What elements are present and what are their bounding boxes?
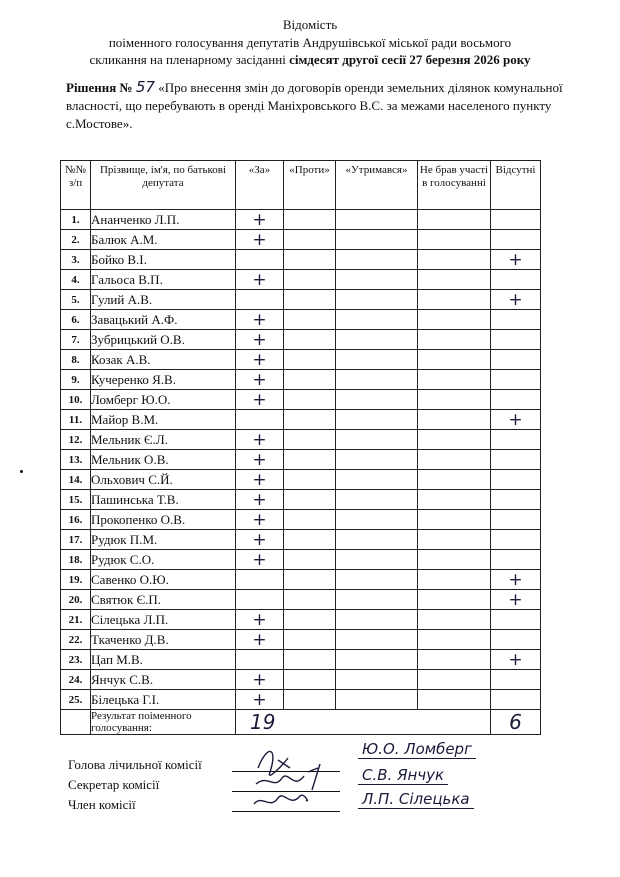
- vote-cell-not-voted: [418, 330, 491, 350]
- vote-mark: +: [252, 529, 267, 550]
- row-number: 5.: [61, 290, 91, 310]
- vote-cell-abstained: [336, 250, 418, 270]
- vote-cell-abstained: [336, 310, 418, 330]
- vote-cell-absent: [491, 250, 541, 270]
- row-number: 23.: [61, 650, 91, 670]
- deputy-name: Зубрицький О.В.: [91, 330, 236, 350]
- vote-mark: +: [252, 429, 267, 450]
- vote-cell-for: [236, 350, 284, 370]
- vote-cell-absent: [491, 410, 541, 430]
- member-name: Л.П. Сілецька: [358, 790, 474, 809]
- margin-dot: [20, 470, 23, 473]
- table-row: [61, 450, 541, 470]
- vote-mark: +: [508, 589, 523, 610]
- table-row: [61, 470, 541, 490]
- vote-cell-absent: [491, 530, 541, 550]
- vote-mark: +: [508, 249, 523, 270]
- vote-cell-absent: [491, 650, 541, 670]
- col-against: «Проти»: [284, 161, 336, 210]
- vote-cell-against: [284, 250, 336, 270]
- vote-mark: +: [252, 349, 267, 370]
- vote-mark: +: [252, 269, 267, 290]
- vote-cell-absent: [491, 290, 541, 310]
- vote-cell-absent: [491, 550, 541, 570]
- table-row: [61, 610, 541, 630]
- vote-cell-not-voted: [418, 610, 491, 630]
- table-row: [61, 430, 541, 450]
- vote-cell-for: [236, 310, 284, 330]
- vote-cell-abstained: [336, 430, 418, 450]
- table-row: [61, 630, 541, 650]
- vote-cell-abstained: [336, 510, 418, 530]
- result-absent-cell: [491, 710, 541, 735]
- table-row: [61, 670, 541, 690]
- vote-cell-abstained: [336, 350, 418, 370]
- vote-cell-not-voted: [418, 650, 491, 670]
- table-row: [61, 210, 541, 230]
- vote-cell-abstained: [336, 230, 418, 250]
- vote-cell-against: [284, 390, 336, 410]
- deputy-name: Рудюк П.М.: [91, 530, 236, 550]
- deputy-name: Завацький А.Ф.: [91, 310, 236, 330]
- vote-cell-against: [284, 670, 336, 690]
- table-row: [61, 230, 541, 250]
- vote-cell-for: [236, 650, 284, 670]
- vote-cell-absent: [491, 610, 541, 630]
- vote-cell-not-voted: [418, 690, 491, 710]
- row-number: 11.: [61, 410, 91, 430]
- row-number: 10.: [61, 390, 91, 410]
- row-number: 17.: [61, 530, 91, 550]
- vote-cell-absent: [491, 470, 541, 490]
- vote-mark: +: [252, 389, 267, 410]
- vote-cell-absent: [491, 630, 541, 650]
- vote-cell-against: [284, 330, 336, 350]
- vote-cell-against: [284, 630, 336, 650]
- vote-cell-abstained: [336, 290, 418, 310]
- vote-cell-abstained: [336, 590, 418, 610]
- table-row: [61, 690, 541, 710]
- vote-cell-for: [236, 490, 284, 510]
- deputy-name: Ломберг Ю.О.: [91, 390, 236, 410]
- table-row: [61, 370, 541, 390]
- vote-cell-against: [284, 530, 336, 550]
- vote-cell-not-voted: [418, 310, 491, 330]
- vote-cell-not-voted: [418, 290, 491, 310]
- vote-cell-abstained: [336, 530, 418, 550]
- table-row: [61, 410, 541, 430]
- row-number: 24.: [61, 670, 91, 690]
- col-abstained: «Утримався»: [336, 161, 418, 210]
- vote-cell-absent: [491, 590, 541, 610]
- vote-cell-against: [284, 230, 336, 250]
- vote-cell-against: [284, 430, 336, 450]
- vote-cell-absent: [491, 690, 541, 710]
- deputy-name: Сілецька Л.П.: [91, 610, 236, 630]
- vote-cell-for: [236, 610, 284, 630]
- result-row: [61, 710, 541, 735]
- deputy-name: Янчук С.В.: [91, 670, 236, 690]
- vote-cell-not-voted: [418, 230, 491, 250]
- vote-cell-absent: [491, 230, 541, 250]
- table-row: [61, 270, 541, 290]
- table-row: [61, 550, 541, 570]
- vote-cell-not-voted: [418, 270, 491, 290]
- row-number: 18.: [61, 550, 91, 570]
- deputy-name: Пашинська Т.В.: [91, 490, 236, 510]
- vote-cell-against: [284, 490, 336, 510]
- vote-cell-abstained: [336, 610, 418, 630]
- vote-cell-not-voted: [418, 210, 491, 230]
- vote-cell-absent: [491, 390, 541, 410]
- row-number: 9.: [61, 370, 91, 390]
- table-row: [61, 310, 541, 330]
- vote-mark: +: [252, 369, 267, 390]
- deputy-name: Гулий А.В.: [91, 290, 236, 310]
- vote-cell-against: [284, 610, 336, 630]
- vote-cell-for: [236, 570, 284, 590]
- vote-cell-not-voted: [418, 370, 491, 390]
- decision-label: Рішення №: [66, 80, 133, 95]
- vote-cell-for: [236, 590, 284, 610]
- row-number: 19.: [61, 570, 91, 590]
- result-for: 19: [250, 710, 276, 734]
- row-number: 2.: [61, 230, 91, 250]
- vote-cell-against: [284, 650, 336, 670]
- deputy-name: Савенко О.Ю.: [91, 570, 236, 590]
- vote-cell-against: [284, 350, 336, 370]
- vote-cell-for: [236, 210, 284, 230]
- decision-number: 57: [135, 78, 155, 96]
- vote-table: [60, 160, 541, 735]
- vote-cell-abstained: [336, 670, 418, 690]
- deputy-name: Цап М.В.: [91, 650, 236, 670]
- doc-subtitle: поіменного голосування депутатів Андрушівської міської ради восьмого: [108, 35, 512, 50]
- vote-mark: +: [252, 509, 267, 530]
- vote-cell-not-voted: [418, 630, 491, 650]
- vote-cell-abstained: [336, 550, 418, 570]
- vote-cell-against: [284, 450, 336, 470]
- deputy-name: Бойко В.І.: [91, 250, 236, 270]
- vote-cell-against: [284, 590, 336, 610]
- vote-cell-not-voted: [418, 510, 491, 530]
- vote-cell-abstained: [336, 570, 418, 590]
- vote-cell-against: [284, 310, 336, 330]
- doc-title: Відомість: [282, 17, 338, 32]
- vote-cell-not-voted: [418, 590, 491, 610]
- vote-cell-abstained: [336, 490, 418, 510]
- vote-cell-for: [236, 630, 284, 650]
- vote-cell-abstained: [336, 470, 418, 490]
- vote-cell-not-voted: [418, 670, 491, 690]
- deputy-name: Ткаченко Д.В.: [91, 630, 236, 650]
- table-row: [61, 490, 541, 510]
- vote-mark: +: [252, 609, 267, 630]
- row-number: 16.: [61, 510, 91, 530]
- vote-mark: +: [252, 549, 267, 570]
- vote-cell-absent: [491, 490, 541, 510]
- vote-cell-not-voted: [418, 450, 491, 470]
- vote-cell-for: [236, 550, 284, 570]
- col-not-voted: Не брав участі в голосуванні: [418, 161, 491, 210]
- vote-cell-absent: [491, 310, 541, 330]
- vote-cell-abstained: [336, 630, 418, 650]
- vote-cell-absent: [491, 670, 541, 690]
- table-header-row: [61, 161, 541, 210]
- vote-mark: +: [252, 309, 267, 330]
- deputy-name: Білецька Г.І.: [91, 690, 236, 710]
- table-row: [61, 390, 541, 410]
- deputy-name: Рудюк С.О.: [91, 550, 236, 570]
- vote-cell-absent: [491, 330, 541, 350]
- secretary-label: Секретар комісії: [68, 777, 160, 792]
- session-text: скликання на пленарному засіданні: [89, 52, 290, 67]
- col-absent: Відсутні: [491, 161, 541, 210]
- vote-cell-for: [236, 270, 284, 290]
- deputy-name: Майор В.М.: [91, 410, 236, 430]
- deputy-name: Балюк А.М.: [91, 230, 236, 250]
- vote-cell-not-voted: [418, 410, 491, 430]
- row-number: 3.: [61, 250, 91, 270]
- col-name: Прізвище, ім'я, по батькові депутата: [91, 161, 236, 210]
- deputy-name: Мельник Є.Л.: [91, 430, 236, 450]
- vote-cell-abstained: [336, 410, 418, 430]
- vote-mark: +: [252, 669, 267, 690]
- table-row: [61, 510, 541, 530]
- vote-cell-not-voted: [418, 530, 491, 550]
- vote-cell-for: [236, 430, 284, 450]
- deputy-name: Мельник О.В.: [91, 450, 236, 470]
- result-for-cell: [236, 710, 491, 735]
- result-absent: 6: [509, 710, 522, 734]
- row-number: 4.: [61, 270, 91, 290]
- result-label: Результат поіменного голосування:: [91, 710, 236, 735]
- vote-cell-against: [284, 470, 336, 490]
- vote-cell-for: [236, 370, 284, 390]
- result-empty-cell: [61, 710, 91, 735]
- vote-cell-for: [236, 230, 284, 250]
- vote-cell-against: [284, 510, 336, 530]
- table-row: [61, 250, 541, 270]
- row-number: 21.: [61, 610, 91, 630]
- vote-cell-not-voted: [418, 470, 491, 490]
- decision-block: [66, 78, 586, 133]
- col-for: «За»: [236, 161, 284, 210]
- member-label: Член комісії: [68, 797, 136, 812]
- vote-mark: +: [508, 409, 523, 430]
- deputy-name: Прокопенко О.В.: [91, 510, 236, 530]
- vote-cell-for: [236, 530, 284, 550]
- deputy-name: Козак А.В.: [91, 350, 236, 370]
- row-number: 6.: [61, 310, 91, 330]
- vote-cell-abstained: [336, 690, 418, 710]
- row-number: 1.: [61, 210, 91, 230]
- vote-cell-absent: [491, 270, 541, 290]
- doc-session: [0, 51, 620, 68]
- vote-cell-absent: [491, 570, 541, 590]
- vote-mark: +: [252, 689, 267, 710]
- vote-mark: +: [252, 229, 267, 250]
- table-row: [61, 290, 541, 310]
- session-date: сімдесят другої сесії 27 березня 2026 року: [289, 52, 531, 67]
- vote-cell-absent: [491, 350, 541, 370]
- vote-cell-against: [284, 270, 336, 290]
- secretary-name: С.В. Янчук: [358, 766, 448, 785]
- deputy-name: Кучеренко Я.В.: [91, 370, 236, 390]
- deputy-name: Ананченко Л.П.: [91, 210, 236, 230]
- vote-cell-against: [284, 290, 336, 310]
- vote-cell-for: [236, 250, 284, 270]
- vote-mark: +: [252, 469, 267, 490]
- row-number: 14.: [61, 470, 91, 490]
- vote-cell-abstained: [336, 270, 418, 290]
- vote-cell-against: [284, 210, 336, 230]
- chair-name: Ю.О. Ломберг: [358, 740, 476, 759]
- vote-cell-absent: [491, 430, 541, 450]
- row-number: 15.: [61, 490, 91, 510]
- chair-label: Голова лічильної комісії: [68, 757, 202, 772]
- vote-mark: +: [252, 329, 267, 350]
- vote-cell-for: [236, 330, 284, 350]
- table-row: [61, 530, 541, 550]
- vote-cell-absent: [491, 450, 541, 470]
- table-row: [61, 590, 541, 610]
- vote-cell-against: [284, 370, 336, 390]
- vote-cell-not-voted: [418, 350, 491, 370]
- row-number: 13.: [61, 450, 91, 470]
- vote-cell-not-voted: [418, 550, 491, 570]
- vote-cell-abstained: [336, 450, 418, 470]
- vote-cell-abstained: [336, 330, 418, 350]
- vote-cell-against: [284, 570, 336, 590]
- row-number: 20.: [61, 590, 91, 610]
- vote-mark: +: [252, 489, 267, 510]
- row-number: 7.: [61, 330, 91, 350]
- table-row: [61, 350, 541, 370]
- vote-cell-for: [236, 510, 284, 530]
- vote-cell-not-voted: [418, 570, 491, 590]
- vote-cell-against: [284, 690, 336, 710]
- vote-mark: +: [252, 449, 267, 470]
- deputy-name: Ольхович С.Й.: [91, 470, 236, 490]
- vote-cell-abstained: [336, 370, 418, 390]
- vote-cell-not-voted: [418, 390, 491, 410]
- col-num: №№ з/п: [61, 161, 91, 210]
- vote-mark: +: [252, 209, 267, 230]
- vote-cell-absent: [491, 210, 541, 230]
- signature-scribbles: [248, 738, 338, 818]
- row-number: 25.: [61, 690, 91, 710]
- table-row: [61, 650, 541, 670]
- vote-mark: +: [508, 649, 523, 670]
- vote-mark: +: [508, 289, 523, 310]
- vote-cell-absent: [491, 370, 541, 390]
- decision-text: «Про внесення змін до договорів оренди земельних ділянок комунальної власності, що перебувають в оренді Маніхровського В.С. за межами населеного пункту с.Мостове».: [66, 80, 563, 131]
- vote-mark: +: [252, 629, 267, 650]
- vote-mark: +: [508, 569, 523, 590]
- row-number: 22.: [61, 630, 91, 650]
- row-number: 12.: [61, 430, 91, 450]
- vote-cell-for: [236, 450, 284, 470]
- vote-cell-for: [236, 470, 284, 490]
- table-row: [61, 570, 541, 590]
- row-number: 8.: [61, 350, 91, 370]
- vote-cell-absent: [491, 510, 541, 530]
- deputy-name: Святюк Є.П.: [91, 590, 236, 610]
- table-row: [61, 330, 541, 350]
- vote-cell-against: [284, 410, 336, 430]
- vote-cell-for: [236, 690, 284, 710]
- vote-table-body: [61, 210, 541, 710]
- vote-cell-against: [284, 550, 336, 570]
- vote-cell-not-voted: [418, 490, 491, 510]
- vote-cell-not-voted: [418, 430, 491, 450]
- vote-cell-for: [236, 290, 284, 310]
- vote-cell-abstained: [336, 390, 418, 410]
- vote-cell-for: [236, 410, 284, 430]
- vote-cell-abstained: [336, 210, 418, 230]
- vote-cell-for: [236, 390, 284, 410]
- vote-cell-for: [236, 670, 284, 690]
- deputy-name: Гальоса В.П.: [91, 270, 236, 290]
- vote-cell-not-voted: [418, 250, 491, 270]
- vote-cell-abstained: [336, 650, 418, 670]
